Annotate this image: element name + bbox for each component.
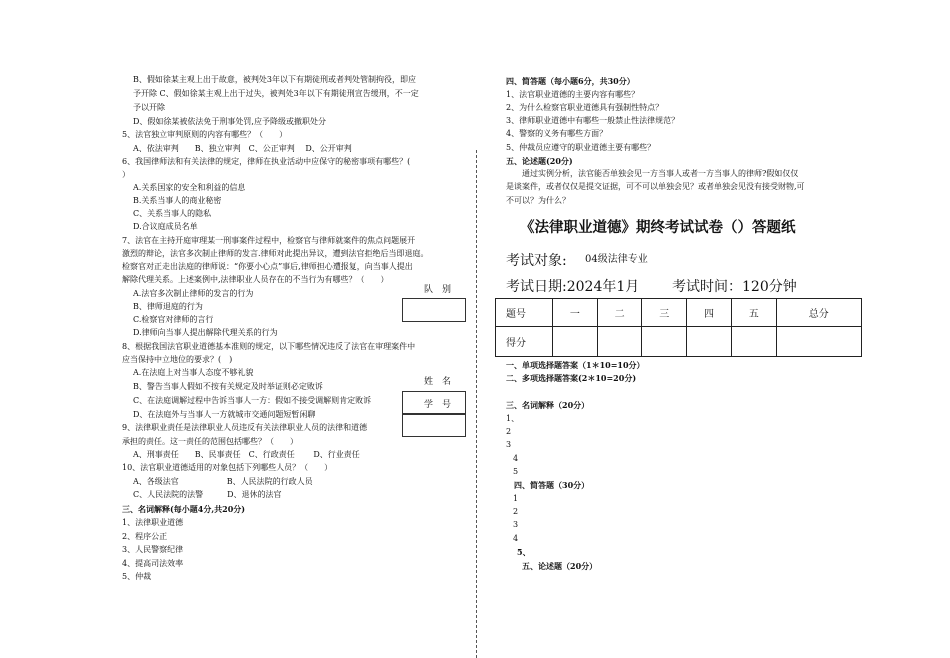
question-8-option-d: D、在法庭外与当事人一方就城市交通问题短暂闲聊 (133, 410, 316, 419)
answer-section-2: 二、多项选择题答案(2＊10=20分) (506, 373, 637, 383)
question-10-options-ab: A、各级法官 B、人民法院的行政人员 (133, 477, 313, 486)
score-header-4: 四 (687, 299, 732, 327)
score-cell-2[interactable] (597, 327, 642, 357)
section-3-item-3: 3、人民警察纪律 (122, 545, 184, 554)
question-8: 8、根据我国法官职业道德基本准则的规定，以下哪些情况违反了法官在审理案件中 (122, 342, 416, 351)
question-4-option-c: 予开除 C、假如徐某主观上出于过失，被判处3年以下有期徒刑宣告缓刑，不一定 (133, 89, 419, 98)
exam-time: 考试时间：120分钟 (672, 279, 797, 295)
question-7-line3: 检察官对正走出法庭的律师说：“你要小心点”事后,律师担心遭报复，向当事人提出 (122, 262, 413, 271)
question-10: 10、法官职业道德适用的对象包括下列哪些人员？（ ） (122, 463, 333, 472)
team-field[interactable] (402, 298, 466, 322)
answer-4-num-2: 2 (513, 507, 519, 516)
question-7-option-d: D.律师向当事人提出解除代理关系的行为 (133, 328, 278, 337)
exam-target-label: 考试对象: (506, 253, 567, 269)
answer-3-num-3: 3 (506, 440, 512, 449)
question-4-option-c-cont: 予以开除 (133, 103, 165, 112)
question-6: 6、我国律师法和有关法律的规定，律师在执业活动中应保守的秘密事项有哪些？( (122, 157, 411, 166)
score-header-3: 三 (642, 299, 687, 327)
section-4-item-3: 3、律师职业道德中有哪些一般禁止性法律规范？ (506, 116, 680, 125)
question-6-cont: ） (122, 170, 130, 179)
section-5-heading: 五、论述题(20分) (506, 156, 573, 166)
exam-target-value: 04级法律专业 (585, 254, 648, 265)
section-5-text-3: 不可以？为什么？ (506, 196, 570, 205)
question-6-option-a: A.关系国家的安全和利益的信息 (133, 183, 246, 192)
answer-section-3: 三、名词解释（20分） (506, 400, 590, 410)
answer-3-num-4: 4 (513, 454, 519, 463)
answer-section-1: 一、单项选择题答案（1＊10=10分） (506, 360, 645, 370)
answer-4-num-1: 1 (513, 494, 519, 503)
answer-sheet-title: 《法律职业道德》期终考试试卷（）答题纸 (520, 219, 796, 236)
score-header-label: 题号 (496, 299, 553, 327)
team-label: 队 别 (424, 285, 452, 295)
question-6-option-d: D.合议庭成员名单 (133, 222, 198, 231)
answer-4-num-3: 3 (513, 520, 519, 529)
question-5-options: A、依法审判 B、独立审判 C、公正审判 D、公开审判 (133, 144, 352, 153)
student-id-field[interactable] (402, 414, 466, 437)
score-header-1: 一 (553, 299, 598, 327)
answer-3-num-5: 5 (513, 467, 519, 476)
score-cell-5[interactable] (731, 327, 776, 357)
question-6-option-c: C、关系当事人的隐私 (133, 209, 212, 218)
section-3-item-2: 2、程序公正 (122, 532, 168, 541)
question-9-options: A、刑事责任 B、民事责任 C、行政责任 D、行业责任 (133, 450, 360, 459)
score-cell-total[interactable] (776, 327, 861, 357)
section-3-item-5: 5、仲裁 (122, 572, 152, 581)
score-cell-3[interactable] (642, 327, 687, 357)
score-header-2: 二 (597, 299, 642, 327)
score-row-label: 得分 (496, 327, 553, 357)
section-4-heading: 四、简答题（每小题6分，共30分） (506, 76, 635, 86)
section-3-heading: 三、名词解释(每小题4分,共20分) (122, 504, 246, 514)
name-label: 姓 名 (424, 377, 452, 387)
answer-3-num-1: 1、 (506, 414, 520, 423)
section-4-item-5: 5、仲裁员应遵守的职业道德主要有哪些？ (506, 143, 656, 152)
answer-3-num-2: 2 (506, 427, 512, 436)
question-4-option-d: D、假如徐某被依法免于刑事处罚,应予降级或撤职处分 (133, 117, 326, 126)
question-9-cont: 承担的责任。这一责任的范围包括哪些？（ ） (122, 437, 298, 446)
answer-4-num-4: 4 (513, 534, 519, 543)
section-3-item-4: 4、提高司法效率 (122, 559, 184, 568)
question-6-option-b: B.关系当事人的商业秘密 (133, 196, 222, 205)
question-7: 7、法官在主持开庭审理某一刑事案件过程中，检察官与律师就案件的焦点问题展开 (122, 236, 416, 245)
question-7-line2: 激烈的辩论，法官多次制止律师的发言.律师对此提出异议，遭到法官拒绝后当即退庭。 (122, 249, 429, 258)
section-5-text-2: 是谈案件，或者仅仅是提交证据，可不可以单独会见？或者单独会见没有接受财物,可 (506, 182, 805, 191)
question-7-option-a: A.法官多次制止律师的发言的行为 (133, 289, 254, 298)
question-8-option-c: C、在法庭调解过程中告诉当事人一方：假如不接受调解则肯定败诉 (133, 396, 372, 405)
section-5-text-1: 通过实例分析，法官能否单独会见一方当事人或者一方当事人的律师?假如仅仅 (522, 169, 799, 178)
section-3-item-1: 1、法律职业道德 (122, 518, 184, 527)
question-10-options-cd: C、人民法院的法警 D、退休的法官 (133, 490, 282, 499)
exam-date: 考试日期:2024年1月 (506, 279, 640, 295)
answer-4-num-5: 5、 (517, 547, 531, 557)
section-4-item-1: 1、法官职业道德的主要内容有哪些？ (506, 90, 640, 99)
question-8-option-b: B、警告当事人假如不按有关规定及时举证则必定败诉 (133, 382, 323, 391)
score-header-total: 总分 (776, 299, 861, 327)
question-8-cont: 应当保持中立地位的要求？( ) (122, 355, 233, 364)
question-9: 9、法律职业责任是法律职业人员违反有关法律职业人员的法律和道德 (122, 423, 368, 432)
score-header-5: 五 (731, 299, 776, 327)
question-7-option-b: B、律师退庭的行为 (133, 302, 203, 311)
question-7-option-c: C.检察官对律师的言行 (133, 315, 214, 324)
score-table (495, 298, 862, 357)
question-7-line4: 解除代理关系。上述案例中,法律职业人员存在的不当行为有哪些？（ ） (122, 275, 389, 284)
question-5: 5、法官独立审判原则的内容有哪些？（ ） (122, 130, 288, 139)
question-8-option-a: A.在法庭上对当事人态度不够礼貌 (133, 368, 254, 377)
fold-line (476, 150, 477, 658)
answer-section-4: 四、简答题（30分） (514, 480, 590, 490)
answer-section-5: 五、论述题（20分） (522, 561, 598, 571)
score-cell-1[interactable] (553, 327, 598, 357)
section-4-item-4: 4、警察的义务有哪些方面？ (506, 129, 608, 138)
question-4-option-b: B、假如徐某主观上出于故意，被判处3年以下有期徒刑或者判处管制拘役，即应 (133, 75, 416, 84)
score-cell-4[interactable] (687, 327, 732, 357)
section-4-item-2: 2、为什么检察官职业道德具有强制性特点？ (506, 103, 664, 112)
student-id-label: 学 号 (424, 400, 452, 410)
